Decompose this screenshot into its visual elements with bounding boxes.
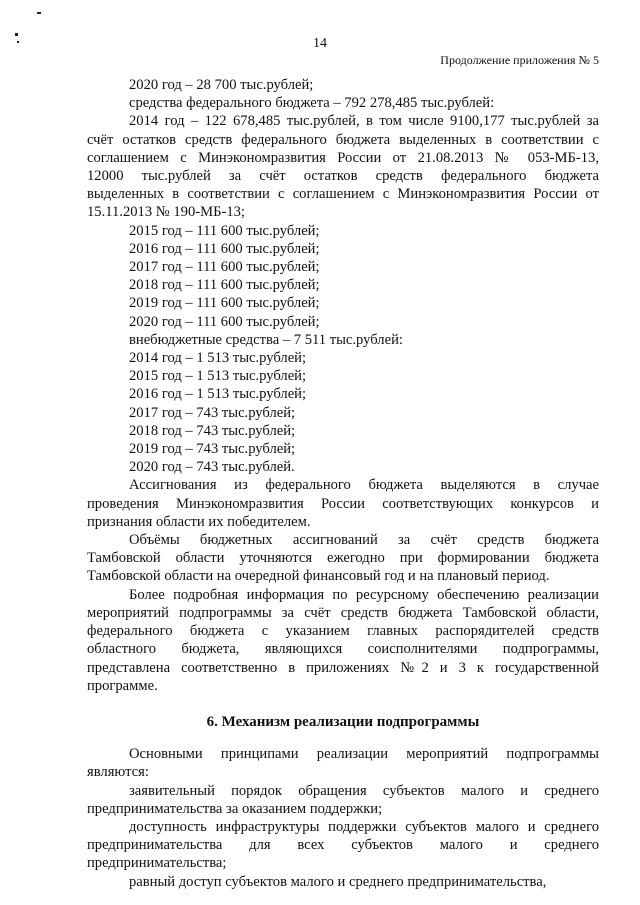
text-line: предпринимательства;	[87, 855, 227, 872]
document-body	[87, 76, 599, 891]
text-line: проведения Минэкономразвития России соответствующих конкурсов и	[87, 495, 599, 512]
text-line: областного бюджета, являющихся соисполнителями подпрограммы,	[87, 641, 599, 658]
paragraph	[87, 476, 599, 531]
page-number: 14	[313, 36, 327, 51]
text-line: 2019 год – 111 600 тыс.рублей;	[129, 295, 320, 312]
text-line: 2016 год – 111 600 тыс.рублей;	[129, 240, 320, 257]
paragraph	[87, 112, 599, 221]
text-line: 12000 тыс.рублей за счёт остатков средств федерального бюджета	[87, 168, 599, 185]
paragraph	[87, 818, 599, 873]
text-line: 2019 год – 743 тыс.рублей;	[129, 441, 296, 458]
appendix-note: Продолжение приложения № 5	[440, 53, 599, 67]
text-line: 2018 год – 743 тыс.рублей;	[129, 422, 296, 439]
text-line: выделенных в соответствии с соглашением с Минэкономразвития России от	[87, 186, 599, 203]
paragraph	[87, 240, 599, 258]
text-line: 2017 год – 743 тыс.рублей;	[129, 404, 296, 421]
text-line: счёт остатков средств федерального бюджета выделенных в соответствии с	[87, 131, 599, 148]
text-line: Тамбовской области уточняются ежегодно при формировании бюджета	[87, 550, 599, 567]
paragraph	[87, 782, 599, 818]
paragraph	[87, 458, 599, 476]
text-line: соглашением с Минэкономразвития России от 21.08.2013 № 053-МБ-13,	[87, 149, 599, 166]
mechanism-text	[87, 745, 599, 891]
paragraph	[87, 76, 599, 94]
funding-text	[87, 76, 599, 695]
paragraph	[87, 440, 599, 458]
text-line: 2016 год – 1 513 тыс.рублей;	[129, 386, 307, 403]
text-line: средства федерального бюджета – 792 278,485 тыс.рублей:	[129, 95, 495, 112]
text-line: 2017 год – 111 600 тыс.рублей;	[129, 259, 320, 276]
text-line: 2020 год – 111 600 тыс.рублей;	[129, 313, 320, 330]
text-line: 2014 год – 122 678,485 тыс.рублей, в том числе 9100,177 тыс.рублей за	[129, 113, 599, 130]
text-line: заявительный порядок обращения субъектов малого и среднего	[129, 782, 599, 799]
paragraph	[87, 222, 599, 240]
text-line: представлена соответственно в приложениях №2 и 3 к государственной	[87, 659, 599, 676]
text-line: являются:	[87, 764, 149, 781]
paragraph	[87, 586, 599, 695]
text-line: Более подробная информация по ресурсному обеспечению реализации	[129, 586, 599, 603]
text-line: 2018 год – 111 600 тыс.рублей;	[129, 277, 320, 294]
paragraph	[87, 258, 599, 276]
text-line: Основными принципами реализации мероприятий подпрограммы	[129, 746, 599, 763]
text-line: предпринимательства за оказанием поддержки;	[87, 800, 383, 817]
paragraph	[87, 367, 599, 385]
text-line: 2015 год – 111 600 тыс.рублей;	[129, 222, 320, 239]
paragraph	[87, 331, 599, 349]
text-line: доступность инфраструктуры поддержки субъектов малого и среднего	[129, 818, 599, 835]
text-line: 2015 год – 1 513 тыс.рублей;	[129, 368, 307, 385]
text-line: признания области их победителем.	[87, 513, 311, 530]
text-line: Ассигнования из федерального бюджета выделяются в случае	[129, 477, 599, 494]
text-line: 15.11.2013 № 190-МБ-13;	[87, 204, 245, 221]
text-line: равный доступ субъектов малого и среднего предпринимательства,	[129, 873, 547, 890]
text-line: 2020 год – 28 700 тыс.рублей;	[129, 77, 314, 93]
paragraph	[87, 276, 599, 294]
paragraph	[87, 313, 599, 331]
paragraph	[87, 422, 599, 440]
text-line: внебюджетные средства – 7 511 тыс.рублей:	[129, 331, 403, 348]
paragraph	[87, 745, 599, 781]
text-line: 2020 год – 743 тыс.рублей.	[129, 459, 295, 476]
paragraph	[87, 94, 599, 112]
paragraph	[87, 531, 599, 586]
section-heading: 6. Механизм реализации подпрограммы	[206, 713, 480, 730]
paragraph	[87, 404, 599, 422]
text-line: мероприятий подпрограммы за счёт средств бюджета Тамбовской области,	[87, 604, 599, 621]
text-line: предпринимательства для всех субъектов малого и среднего	[87, 837, 599, 854]
text-line: программе.	[87, 677, 158, 694]
scan-mark-top	[37, 12, 41, 14]
paragraph	[87, 349, 599, 367]
text-line: федерального бюджета с указанием главных распорядителей средств	[87, 623, 599, 640]
text-line: Тамбовской области на очередной финансовый год и на плановый период.	[87, 568, 550, 585]
paragraph	[87, 294, 599, 312]
text-line: Объёмы бюджетных ассигнований за счёт средств бюджета	[129, 532, 599, 549]
paragraph	[87, 385, 599, 403]
text-line: 2014 год – 1 513 тыс.рублей;	[129, 350, 307, 367]
paragraph	[87, 873, 599, 891]
